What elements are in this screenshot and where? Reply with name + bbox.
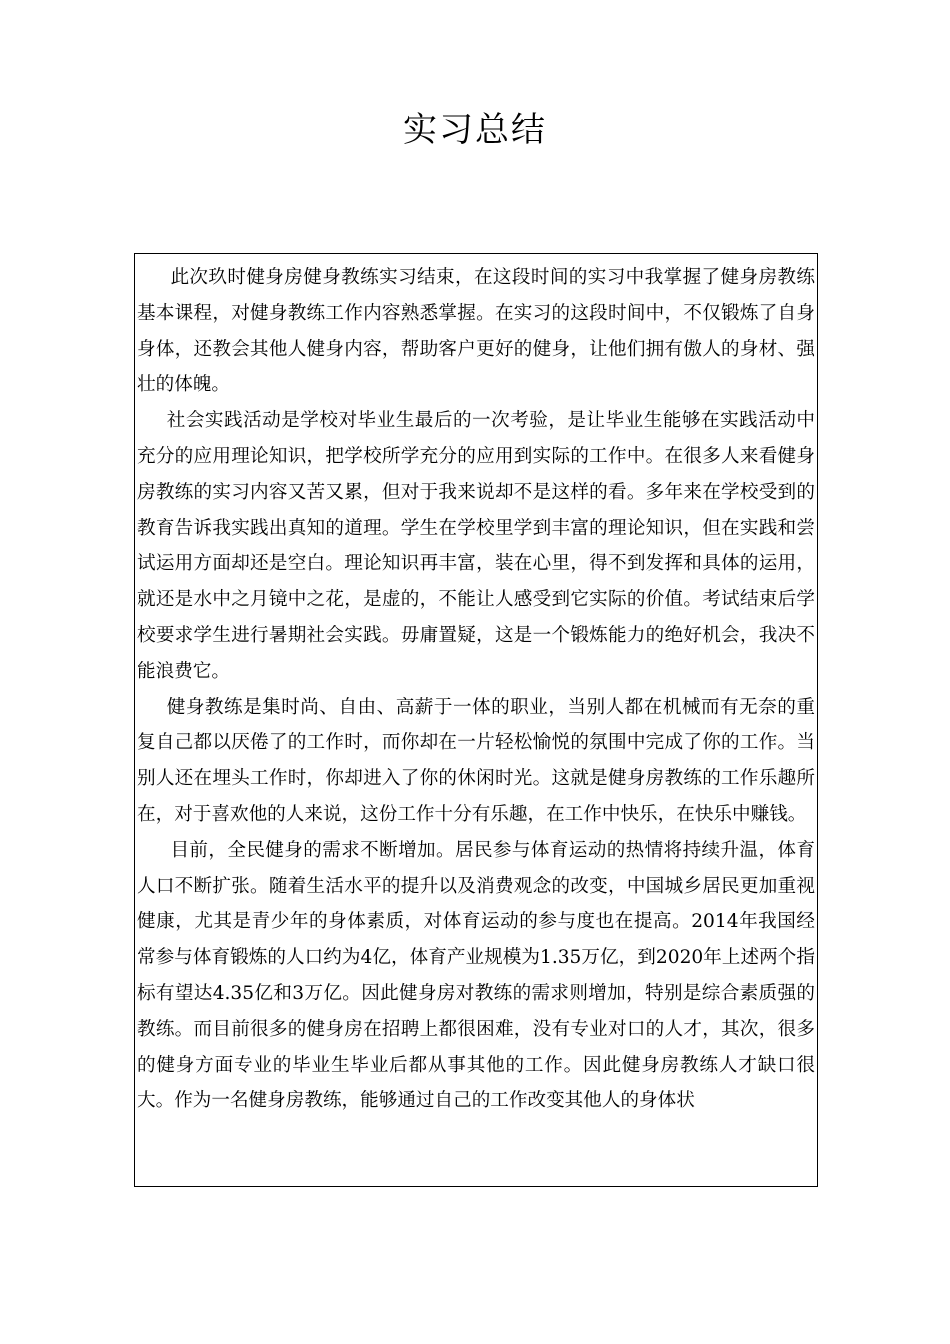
paragraph-market-demand: 目前，全民健身的需求不断增加。居民参与体育运动的热情将持续升温，体育人口不断扩张。随着生活水平的提升以及消费观念的改变，中国城乡居民更加重视健康，尤其是青少年的身体素质，对体育运动的参与度也在提高。2014年我国经常参与体育锻炼的人口约为4亿，体育产业规模为1.35万亿，到2020年上述两个指标有望达4.35亿和3万亿。因此健身房对教练的需求则增加，特别是综合素质强的教练。而目前很多的健身房在招聘上都很困难，没有专业对口的人才，其次，很多的健身方面专业的毕业生毕业后都从事其他的工作。因此健身房教练人才缺口很大。作为一名健身房教练，能够通过自己的工作改变其他人的身体状 [137,839,815,1112]
content-box [134,253,818,1187]
page-title: 实习总结 [403,110,547,150]
paragraph-internship-summary: 此次玖时健身房健身教练实习结束，在这段时间的实习中我掌握了健身房教练基本课程，对健身教练工作内容熟悉掌握。在实习的这段时间中，不仅锻炼了自身身体，还教会其他人健身内容，帮助客户更好的健身，让他们拥有傲人的身材、强壮的体魄。 [137,267,815,396]
paragraph-coach-career: 健身教练是集时尚、自由、高薪于一体的职业，当别人都在机械而有无奈的重复自己都以厌倦了的工作时，而你却在一片轻松愉悦的氛围中完成了你的工作。当别人还在埋头工作时，你却进入了你的休闲时光。这就是健身房教练的工作乐趣所在，对于喜欢他的人来说，这份工作十分有乐趣，在工作中快乐，在快乐中赚钱。 [137,696,815,825]
content-text [135,254,817,1119]
paragraph-social-practice: 社会实践活动是学校对毕业生最后的一次考验，是让毕业生能够在实践活动中充分的应用理论知识，把学校所学充分的应用到实际的工作中。在很多人来看健身房教练的实习内容又苦又累，但对于我来说却不是这样的看。多年来在学校受到的教育告诉我实践出真知的道理。学生在学校里学到丰富的理论知识，但在实践和尝试运用方面却还是空白。理论知识再丰富，装在心里，得不到发挥和具体的运用，就还是水中之月镜中之花，是虚的，不能让人感受到它实际的价值。考试结束后学校要求学生进行暑期社会实践。毋庸置疑，这是一个锻炼能力的绝好机会，我决不能浪费它。 [137,410,815,682]
